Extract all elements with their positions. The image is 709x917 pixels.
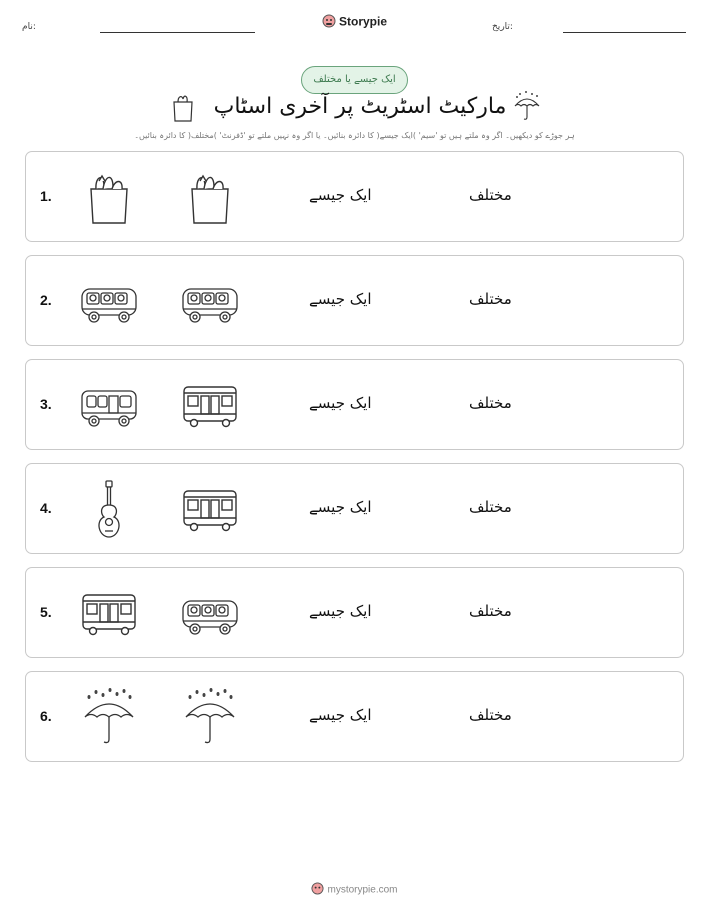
name-line[interactable] (100, 32, 255, 33)
page-title: مارکیٹ اسٹریٹ پر آخری اسٹاپ (213, 94, 507, 119)
different-option[interactable]: مختلف (469, 602, 512, 620)
guitar-icon (79, 479, 139, 539)
bus-icon (79, 375, 139, 435)
same-option[interactable]: ایک جیسے (309, 498, 372, 516)
different-option[interactable]: مختلف (469, 706, 512, 724)
instructions: ہر جوڑے کو دیکھیں۔ اگر وہ ملتے ہیں تو 'سیم' )ایک جیسے( کا دائرہ بنائیں۔ یا اگر وہ نہیں ملتے تو 'ڈفرنٹ' )مختلف( کا دائرہ بنائیں۔ (134, 131, 575, 140)
train-icon (79, 583, 139, 643)
footer-url: mystorypie.com (327, 884, 398, 896)
train-icon (180, 479, 240, 539)
brand-name: Storypie (338, 14, 387, 29)
storypie-logo-icon (311, 882, 324, 898)
different-option[interactable]: مختلف (469, 498, 512, 516)
animal-bus-icon (180, 583, 240, 643)
question-row (25, 151, 684, 242)
train-icon (180, 375, 240, 435)
question-row (25, 671, 684, 762)
same-option[interactable]: ایک جیسے (309, 394, 372, 412)
question-number: 4. (40, 500, 52, 516)
worksheet-type-badge: ایک جیسے یا مختلف (301, 66, 408, 94)
question-number: 2. (40, 292, 52, 308)
date-label: تاریخ: (492, 22, 513, 32)
different-option[interactable]: مختلف (469, 394, 512, 412)
grocery-bag-icon (79, 167, 139, 227)
same-option[interactable]: ایک جیسے (309, 602, 372, 620)
brand (0, 14, 709, 31)
umbrella-rain-icon (512, 90, 542, 126)
question-row (25, 255, 684, 346)
umbrella-rain-icon (180, 687, 240, 747)
question-number: 3. (40, 396, 52, 412)
footer (0, 882, 709, 898)
animal-bus-icon (180, 271, 240, 331)
question-number: 5. (40, 604, 52, 620)
storypie-logo-icon (322, 14, 336, 31)
date-line[interactable] (563, 32, 686, 33)
same-option[interactable]: ایک جیسے (309, 186, 372, 204)
question-row (25, 463, 684, 554)
question-row (25, 359, 684, 450)
grocery-bag-icon (171, 92, 195, 126)
question-number: 6. (40, 708, 52, 724)
different-option[interactable]: مختلف (469, 186, 512, 204)
question-row (25, 567, 684, 658)
umbrella-rain-icon (79, 687, 139, 747)
question-number: 1. (40, 188, 52, 204)
same-option[interactable]: ایک جیسے (309, 290, 372, 308)
same-option[interactable]: ایک جیسے (309, 706, 372, 724)
name-label: نام: (22, 22, 36, 32)
animal-bus-icon (79, 271, 139, 331)
different-option[interactable]: مختلف (469, 290, 512, 308)
grocery-bag-icon (180, 167, 240, 227)
